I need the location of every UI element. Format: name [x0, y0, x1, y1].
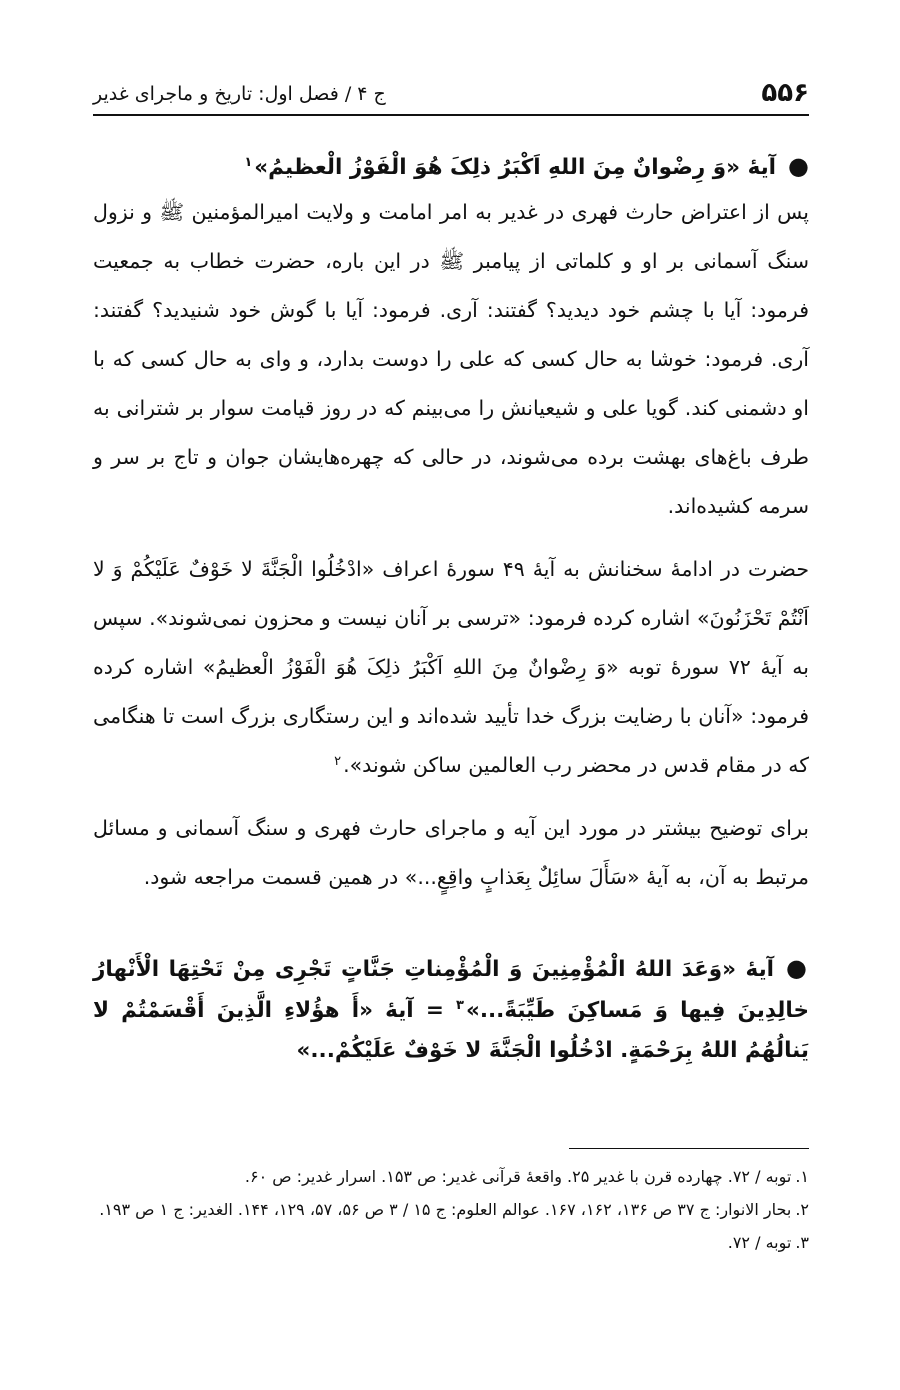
- footnote-ref-3: ۳: [456, 997, 464, 1013]
- paragraph-2-text: حضرت در ادامهٔ سخنانش به آیهٔ ۴۹ سورهٔ اعراف «ادْخُلُوا الْجَنَّةَ لا خَوْفٌ عَلَیْکُمْ وَ لا اَنْتُمْ تَحْزَنُونَ» اشاره کرده فرمود: «ترسی بر آنان نیست و محزون نمی‌شوند». سپس به آیهٔ ۷۲ سورهٔ توبه «وَ رِضْوانٌ مِنَ اللهِ اَکْبَرُ ذلِکَ هُوَ الْفَوْزُ الْعظیمُ» اشاره کرده فرمود: «آنان با رضایت بزرگ خدا تأیید شده‌اند و این رستگاری بزرگ است تا هنگامی که در مقام قدس در محضر رب العالمین ساکن شوند».: [93, 557, 809, 778]
- page-header: [93, 60, 809, 116]
- section-1-paragraph-2: [93, 545, 809, 790]
- running-title: ج ۴ / فصل اول: تاریخ و ماجرای غدیر: [93, 83, 386, 105]
- footnote-text: بحار الانوار: ج ۳۷ ص ۱۳۶، ۱۶۲، ۱۶۷. عوالم العلوم: ج ۱۵ / ۳ ص ۵۶، ۵۷، ۱۲۹، ۱۴۴. الغدیر: ج ۱ ص ۱۹۳.: [99, 1200, 792, 1219]
- footnote-ref-2: ۲: [334, 753, 342, 769]
- footnote-3: [93, 1226, 809, 1259]
- footnote-number: ۱.: [795, 1167, 809, 1186]
- section-1-paragraph-3: برای توضیح بیشتر در مورد این آیه و ماجرای حارث فهری و سنگ آسمانی و مسائل مرتبط به آن، به آیهٔ «سَأَلَ سائِلٌ بِعَذابٍ واقِعٍ...» در همین قسمت مراجعه شود.: [93, 816, 809, 890]
- equals-sign: =: [425, 997, 444, 1023]
- footnote-number: ۲.: [795, 1200, 809, 1219]
- section-1-paragraph-1: پس از اعتراض حارث فهری در غدیر به امر امامت و ولایت امیرالمؤمنین ﷺ و نزول سنگ آسمانی بر او و کلماتی از پیامبر ﷺ در این باره، حضرت خطاب به جمعیت فرمود: آیا با چشم خود دیدید؟ گفتند: آری. فرمود: آیا با گوش خود شنیدید؟ گفتند: آری. فرمود: خوشا به حال کسی که علی را دوست بدارد، و وای به حال کسی که با او دشمنی کند. گویا علی و شیعیانش را می‌بینم که در روز قیامت سوار بر شترانی به طرف باغ‌های بهشت برده می‌شوند، در حالی که چهره‌هایشان جوان و تاج بر سر و سرمه کشیده‌اند.: [93, 200, 809, 519]
- footnote-divider: [569, 1148, 809, 1149]
- footnote-text: توبه / ۷۲. چهارده قرن با غدیر ۲۵. واقعهٔ قرآنی غدیر: ص ۱۵۳. اسرار غدیر: ص ۶۰.: [244, 1167, 792, 1186]
- footnote-ref-1: ۱: [244, 154, 253, 170]
- heading-verse: «وَ رِضْوانٌ مِنَ اللهِ اَکْبَرُ ذلِکَ هُوَ الْفَوْزُ الْعظیمُ»: [254, 155, 741, 180]
- footnote-number: ۳.: [795, 1233, 809, 1252]
- footnote-2: [93, 1193, 809, 1226]
- heading-label: آیهٔ: [747, 155, 777, 180]
- book-page: [93, 60, 809, 1360]
- footnotes: [93, 1160, 809, 1259]
- bullet-icon: ●: [788, 152, 809, 180]
- bullet-icon: ●: [786, 954, 809, 983]
- section-1-heading: [93, 144, 809, 188]
- heading-verse-2: «أَ هؤُلاءِ الَّذِینَ أَقْسَمْتُمْ لا یَنالُهُمُ اللهُ بِرَحْمَةٍ. ادْخُلُوا الْجَنَّةَ لا خَوْفٌ عَلَیْکُمْ...»: [93, 997, 809, 1063]
- footnote-text: توبه / ۷۲.: [727, 1233, 792, 1252]
- heading-label: آیهٔ: [745, 957, 775, 983]
- heading-label-2: آیهٔ: [385, 997, 414, 1023]
- section-2-heading: [93, 946, 809, 1070]
- footnote-1: [93, 1160, 809, 1193]
- heading-verse-1: «وَعَدَ اللهُ الْمُؤْمِنِینَ وَ الْمُؤْمِناتِ جَنَّاتٍ تَجْرِی مِنْ تَحْتِهَا الْأَنْهارُ خالِدِینَ فِیها وَ مَساکِنَ طَیِّبَةً...»: [93, 957, 809, 1023]
- page-number: ۵۵۶: [761, 78, 809, 108]
